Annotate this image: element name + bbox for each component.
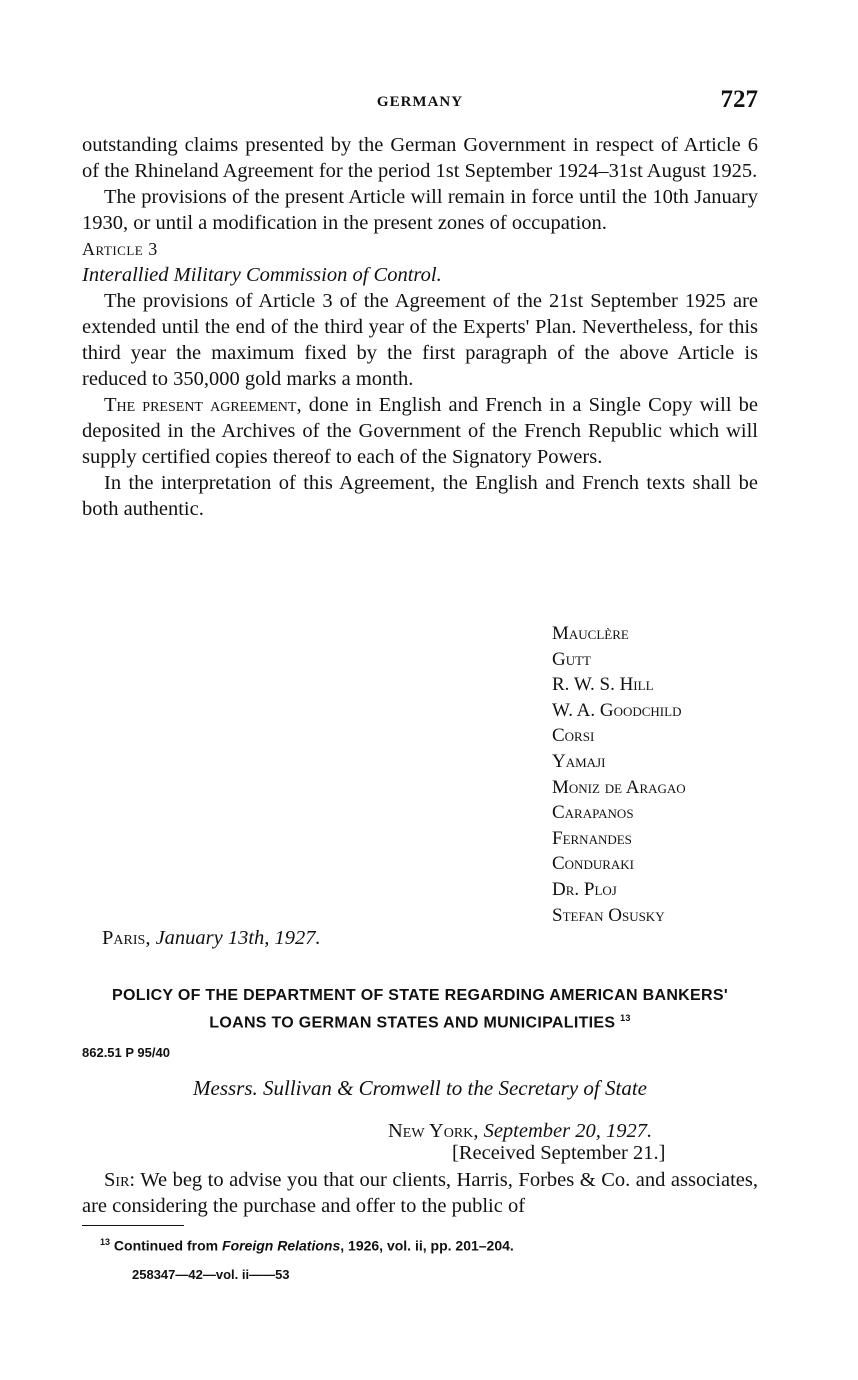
- paragraph-commission: The provisions of Article 3 of the Agreement of the 21st September 1925 are extended until the end of the third year of the Experts' Plan. Nevertheless, for this third year the maximum fixed by the first paragraph of the above Article is reduced to 350,000 gold marks a month.: [82, 290, 758, 390]
- signing-place-date: Paris, January 13th, 1927.: [102, 927, 321, 949]
- section-title: Interallied Military Commission of Control.: [82, 264, 442, 286]
- main-text: [82, 132, 758, 522]
- signatory: Moniz de Aragao: [552, 776, 686, 798]
- signatory: Mauclère: [552, 623, 629, 644]
- signatory: Dr. Ploj: [552, 878, 617, 900]
- paragraph-interpretation: In the interpretation of this Agreement, the English and French texts shall be both authentic.: [82, 472, 758, 520]
- paragraph-continued: outstanding claims presented by the German Government in respect of Article 6 of the Rhineland Agreement for the period 1st September 1924–31st August 1925.: [82, 134, 758, 182]
- signatory: Gutt: [552, 648, 591, 670]
- signatory: Corsi: [552, 725, 595, 747]
- letter-place: New York: [388, 1120, 474, 1142]
- page-number: 727: [720, 86, 758, 113]
- signatory: R. W. S. Hill: [552, 674, 654, 696]
- received-date: [Received September 21.]: [452, 1142, 666, 1164]
- signatory: Fernandes: [552, 827, 632, 849]
- letter-paragraph: [82, 1167, 758, 1219]
- print-code: 258347—42—vol. ii——53: [132, 1267, 290, 1282]
- policy-heading-text: POLICY OF THE DEPARTMENT OF STATE REGARDING AMERICAN BANKERS' LOANS TO GERMAN STATES AND MUNICIPALITIES: [112, 987, 728, 1032]
- letter-text: : We beg to advise you that our clients, Harris, Forbes & Co. and associates, are considering the purchase and offer to the public of: [82, 1169, 758, 1217]
- signing-place: Paris: [102, 927, 146, 949]
- file-number: 862.51 P 95/40: [82, 1045, 170, 1060]
- letter-body: [82, 1167, 758, 1219]
- signatory: Stefan Osusky: [552, 904, 665, 926]
- policy-footnote-ref: 13: [620, 1013, 631, 1023]
- letter-title: Messrs. Sullivan & Cromwell to the Secretary of State: [193, 1076, 647, 1100]
- footnote-divider: [82, 1225, 184, 1226]
- running-title: GERMANY: [376, 94, 464, 110]
- signatory: Conduraki: [552, 853, 635, 875]
- policy-heading: [82, 985, 758, 1034]
- signing-date: January 13th, 1927.: [155, 927, 321, 949]
- footnote-text-before: Continued from: [113, 1237, 223, 1254]
- paragraph-article-duration: The provisions of the present Article will remain in force until the 10th January 1930, or until a modification in the present zones of occupation.: [82, 186, 758, 234]
- footnote-text-after: , 1926, vol. ii, pp. 201–204.: [340, 1237, 514, 1254]
- signatory: Carapanos: [552, 802, 634, 824]
- article-heading: Article 3: [82, 239, 158, 259]
- agreement-rest: , done in English and French in a Single Copy will be deposited in the Archives of the Government of the French Republic which will supply certified copies thereof to each of the Signatory Powers.: [82, 394, 758, 468]
- salutation: Sir: [104, 1169, 130, 1191]
- footnote-mark: 13: [100, 1237, 111, 1247]
- signatory: W. A. Goodchild: [552, 699, 682, 721]
- footnote-source: Foreign Relations: [222, 1237, 341, 1254]
- signatory-list: [552, 621, 686, 928]
- footnote: [100, 1237, 514, 1254]
- running-head: [82, 86, 758, 118]
- signatory: Yamaji: [552, 750, 606, 772]
- paragraph-agreement: [82, 392, 758, 470]
- letter-date: September 20, 1927.: [483, 1120, 653, 1142]
- agreement-lead: The present agreement: [104, 394, 297, 416]
- letter-place-date: New York, September 20, 1927.: [388, 1120, 653, 1142]
